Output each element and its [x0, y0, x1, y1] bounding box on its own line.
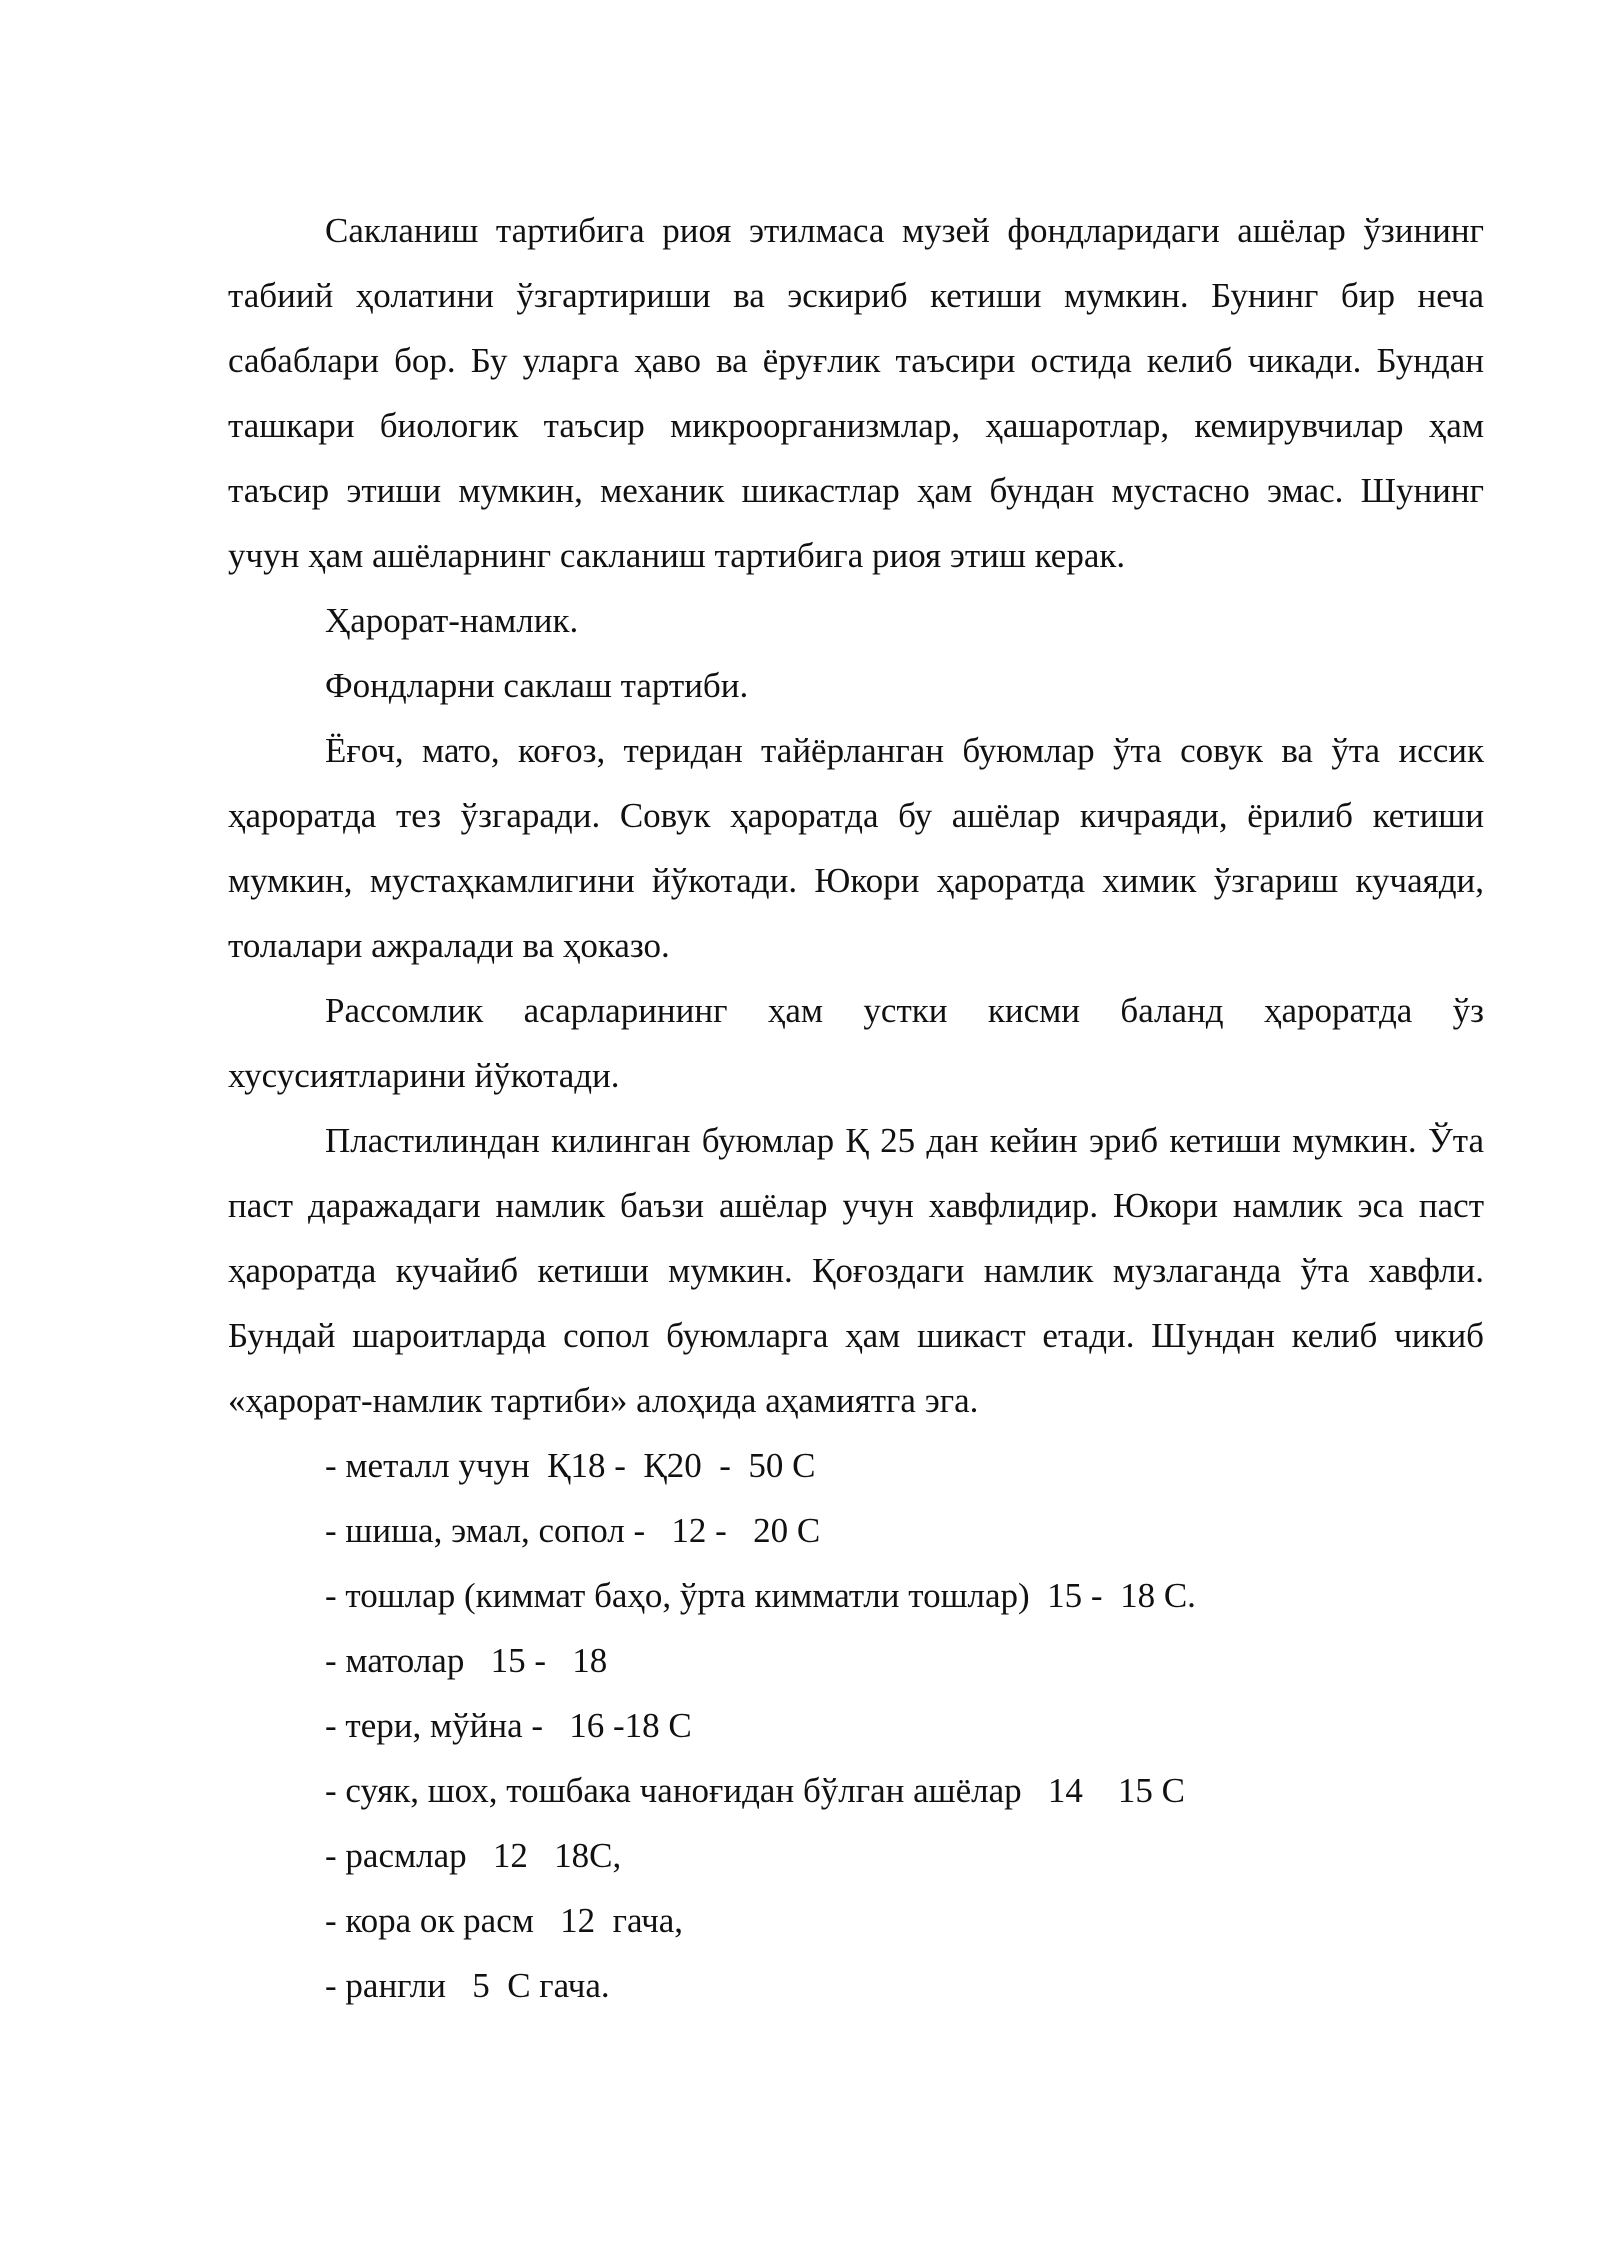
paragraph-plasticine: Пластилиндан килинган буюмлар Қ 25 дан кейин эриб кетиши мумкин. Ўта паст даражадаги намлик баъзи ашёлар учун хавфлидир. Юкори намлик эса паст ҳароратда кучайиб кетиши мумкин. Қоғоздаги намлик музлаганда ўта хавфли. Бундай шароитларда сопол буюмларга ҳам шикаст етади. Шундан келиб чикиб «ҳарорат-намлик тартиби» алоҳида аҳамиятга эга. — [228, 1121, 1484, 1420]
paragraph-paintings: Рассомлик асарларининг ҳам устки кисми баланд ҳароратда ўз хусусиятларини йўкотади. — [228, 991, 1484, 1095]
list-item: - рангли 5 С гача. — [325, 1966, 610, 2005]
temperature-list — [228, 1433, 1484, 2018]
section-heading-storage-regime: Фондларни саклаш тартиби. — [325, 666, 749, 705]
paragraph-materials: Ёғоч, мато, коғоз, теридан тайёрланган буюмлар ўта совук ва ўта иссик ҳароратда тез ўзгаради. Совук ҳароратда бу ашёлар кичраяди, ёрилиб кетиши мумкин, мустаҳкамлигини йўкотади. Юкори ҳароратда химик ўзгариш кучаяди, толалари ажралади ва ҳоказо. — [228, 731, 1484, 965]
list-item: - расмлар 12 18С, — [325, 1836, 622, 1875]
list-item: - тошлар (киммат баҳо, ўрта кимматли тошлар) 15 - 18 С. — [325, 1576, 1196, 1615]
list-item: - металл учун Қ18 - Қ20 - 50 С — [325, 1446, 816, 1485]
intro-paragraph: Сакланиш тартибига риоя этилмаса музей фондларидаги ашёлар ўзининг табиий ҳолатини ўзгартириши ва эскириб кетиши мумкин. Бунинг бир неча сабаблари бор. Бу уларга ҳаво ва ёруғлик таъсири остида келиб чикади. Бундан ташкари биологик таъсир микроорганизмлар, ҳашаротлар, кемирувчилар ҳам таъсир этиши мумкин, механик шикастлар ҳам бундан мустасно эмас. Шунинг учун ҳам ашёларнинг сакланиш тартибига риоя этиш керак. — [228, 211, 1484, 575]
list-item: - кора ок расм 12 гача, — [325, 1901, 684, 1940]
list-item: - матолар 15 - 18 — [325, 1641, 608, 1680]
document-page — [228, 198, 1484, 2018]
list-item: - шиша, эмал, сопол - 12 - 20 С — [325, 1511, 821, 1550]
list-item: - суяк, шох, тошбака чаноғидан бўлган ашёлар 14 15 С — [325, 1771, 1185, 1810]
list-item: - тери, мўйна - 16 -18 С — [325, 1706, 692, 1745]
section-heading-temperature-humidity: Ҳарорат-намлик. — [325, 601, 579, 640]
